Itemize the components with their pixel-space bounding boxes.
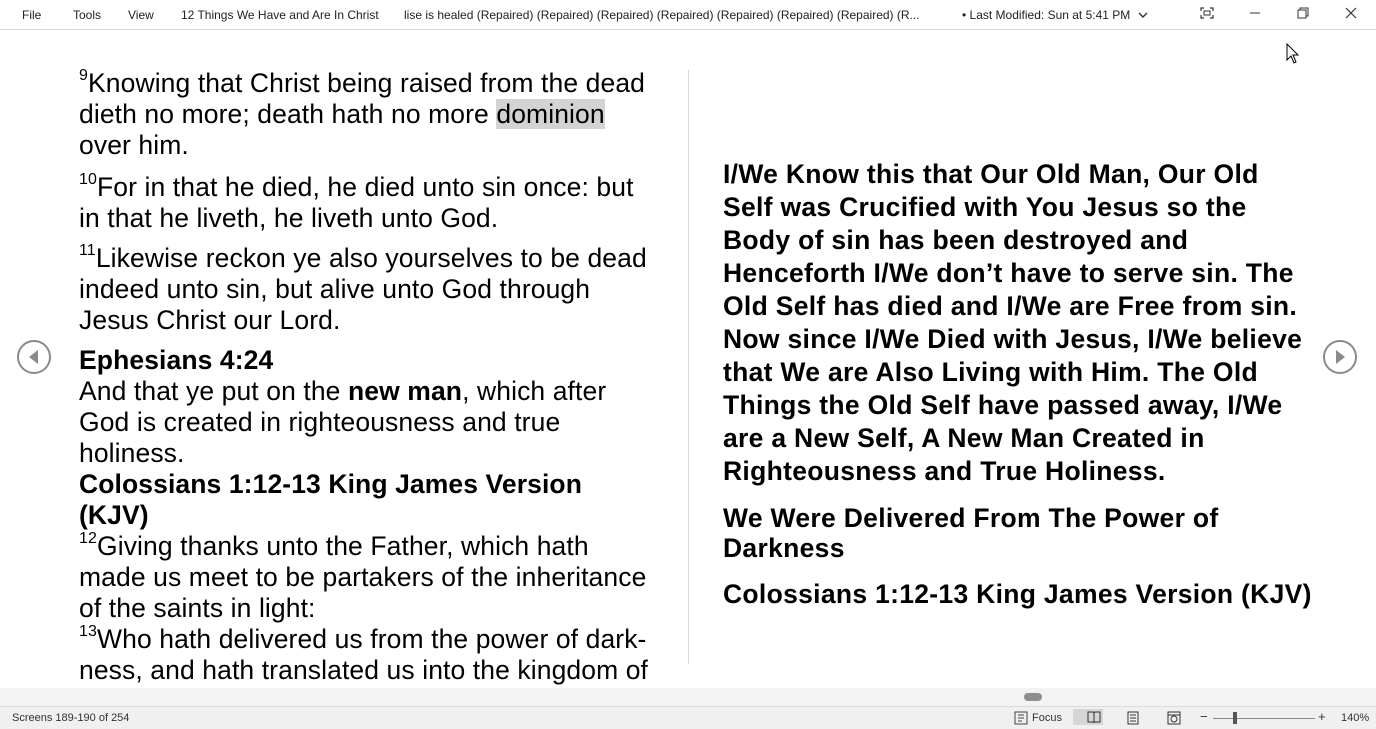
menu-file[interactable]: File xyxy=(22,8,42,22)
title-bar xyxy=(0,0,1376,30)
bold-phrase: new man xyxy=(347,376,463,406)
highlighted-word: dominion xyxy=(496,99,605,129)
verse-text: For in that he died, he died unto sin once: but in that he liveth, he liveth unto God. xyxy=(79,172,634,233)
scrollbar-thumb[interactable] xyxy=(1024,693,1042,701)
verse-12 xyxy=(79,531,655,624)
verse-number: 11 xyxy=(79,242,96,260)
verse-text: Giving thanks unto the Father, which hath made us meet to be partakers of the inheritance of the saints in light: xyxy=(79,531,647,623)
last-modified-label: • Last Modified: Sun at 5:41 PM xyxy=(962,8,1131,22)
ephesians-verse xyxy=(79,376,655,469)
verse-number: 9 xyxy=(79,67,88,85)
file-name: lise is healed (Repaired) (Repaired) (Repaired) (Repaired) (Repaired) (Repaired) (Repaired) (R... xyxy=(404,8,920,22)
fullscreen-icon[interactable] xyxy=(1197,6,1217,24)
verse-9 xyxy=(79,68,655,161)
colossians-heading: Colossians 1:12-13 King James Version (KJV) xyxy=(79,469,582,530)
status-bar xyxy=(0,706,1376,729)
verse-text: Likewise reckon ye also yourselves to be dead indeed unto sin, but alive unto God through Jesus Christ our Lord. xyxy=(79,243,647,335)
verse-11 xyxy=(79,243,655,336)
menu-tools[interactable]: Tools xyxy=(73,8,102,22)
mouse-cursor-icon xyxy=(1286,43,1300,70)
web-layout-icon[interactable] xyxy=(1167,711,1181,728)
verse-number: 13 xyxy=(79,623,97,641)
menu-view[interactable]: View xyxy=(128,8,154,22)
zoom-in-icon[interactable]: + xyxy=(1318,709,1326,724)
declaration-paragraph: I/We Know this that Our Old Man, Our Old Self was Crucified with You Jesus so the Body of sin has been destroyed and Henceforth I/We don’t have to serve sin. The Old Self has died and I/We are Free from sin. Now since I/We Died with Jesus, I/We believe that We are Also Living with Him. The Old Things the Old Self have passed away, I/We are a New Self, A New Man Created in Righteousness and True Holiness. xyxy=(723,159,1303,486)
print-layout-icon[interactable] xyxy=(1127,711,1139,728)
right-column xyxy=(723,158,1313,611)
verse-text: , which after God is created in righteousness and true holiness. xyxy=(79,376,607,468)
ephesians-heading: Ephesians 4:24 xyxy=(79,345,274,375)
next-screen-button[interactable] xyxy=(1323,340,1357,374)
scripture-heading: Colossians 1:12-13 King James Version (KJV) xyxy=(723,579,1312,609)
verse-text: Who hath delivered us from the power of dark-ness, and hath translated us into the kingdom of xyxy=(79,624,649,685)
focus-icon[interactable] xyxy=(1014,711,1028,728)
screen-count: Screens 189-190 of 254 xyxy=(12,712,130,724)
verse-text: And that ye put on the xyxy=(79,376,348,406)
restore-icon[interactable] xyxy=(1293,6,1313,24)
arrow-left-icon xyxy=(27,349,41,365)
verse-10 xyxy=(79,172,655,234)
verse-number: 12 xyxy=(79,530,97,548)
document-title: 12 Things We Have and Are In Christ xyxy=(181,8,379,22)
zoom-out-icon[interactable]: − xyxy=(1200,709,1208,724)
focus-button[interactable]: Focus xyxy=(1032,712,1062,724)
previous-screen-button[interactable] xyxy=(17,340,51,374)
section-heading: We Were Delivered From The Power of Darkness xyxy=(723,503,1219,563)
zoom-slider[interactable] xyxy=(1213,718,1315,719)
verse-number: 10 xyxy=(79,171,97,189)
read-mode-icon[interactable] xyxy=(1087,711,1101,727)
last-modified[interactable] xyxy=(962,8,1148,22)
arrow-right-icon xyxy=(1333,349,1347,365)
left-column xyxy=(79,68,655,717)
minimize-icon[interactable] xyxy=(1245,6,1265,24)
horizontal-scrollbar[interactable] xyxy=(0,688,1376,706)
verse-text: Knowing that Christ being raised from the dead dieth no more; death hath no more xyxy=(79,68,645,129)
document-page[interactable] xyxy=(0,30,1376,688)
chevron-down-icon xyxy=(1138,12,1148,19)
verse-text: over him. xyxy=(79,130,189,160)
column-divider xyxy=(688,70,689,664)
zoom-level[interactable]: 140% xyxy=(1341,712,1370,724)
zoom-slider-thumb[interactable] xyxy=(1233,712,1237,724)
close-icon[interactable] xyxy=(1341,6,1361,24)
